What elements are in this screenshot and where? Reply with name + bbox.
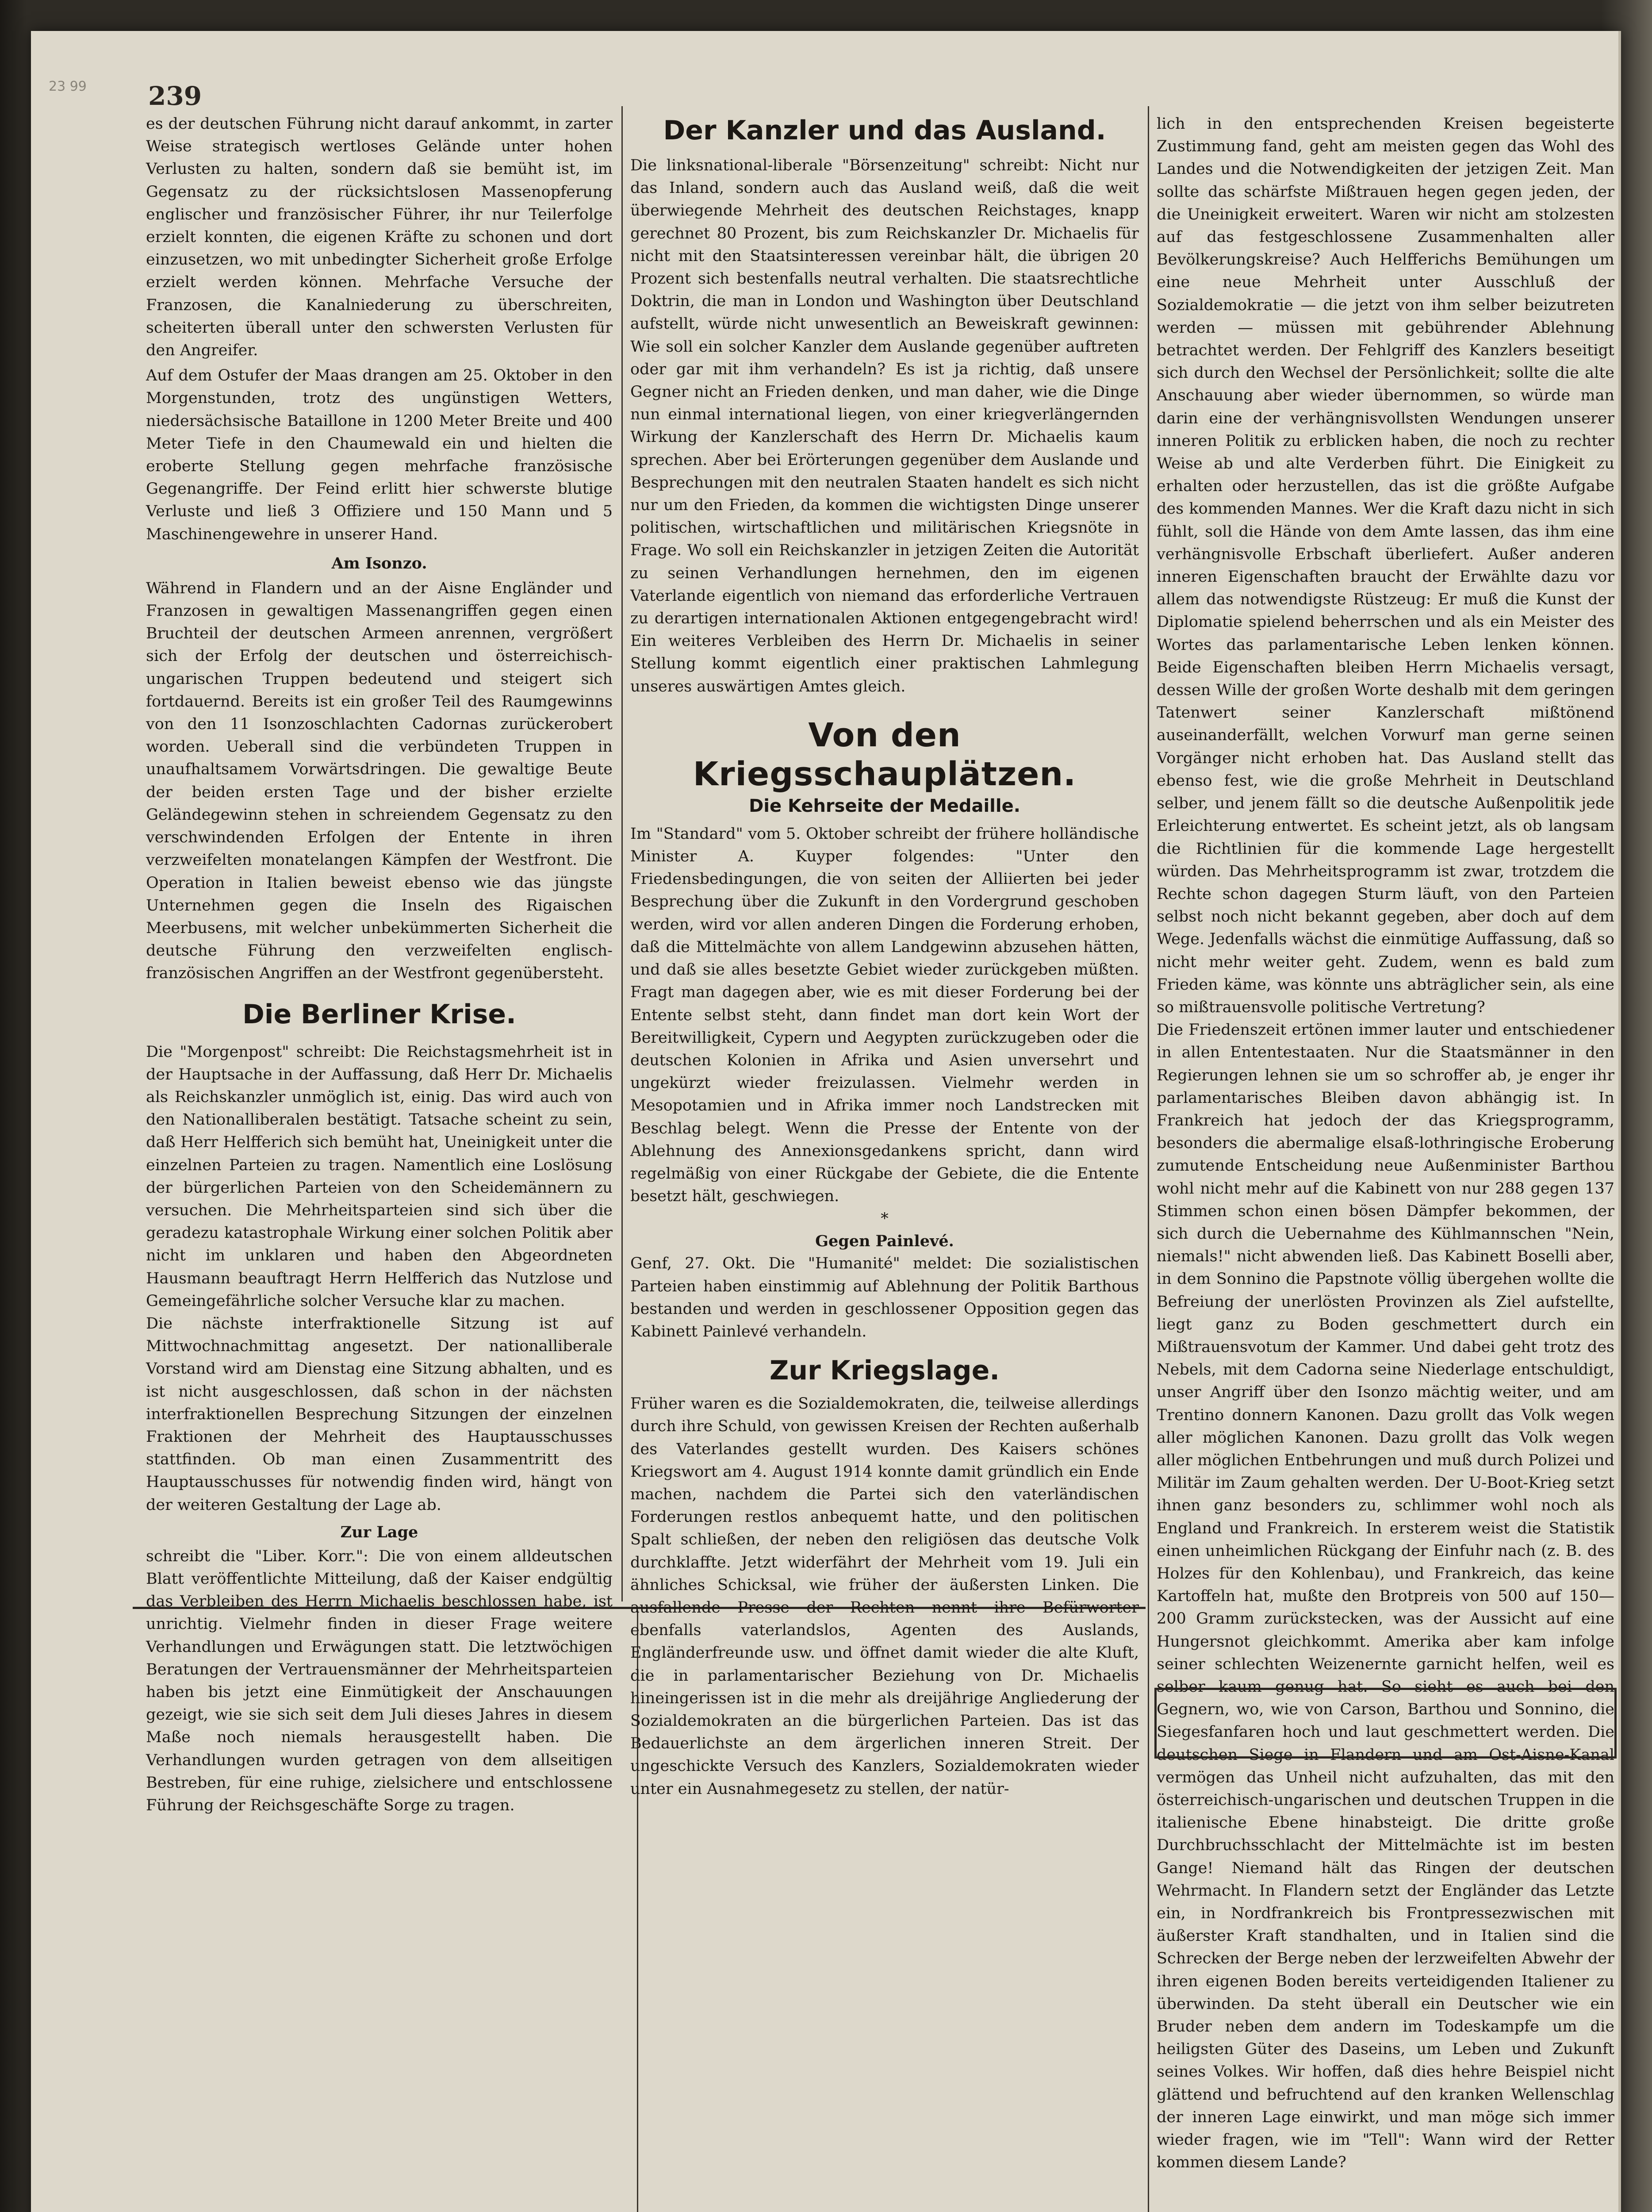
column-divider <box>1148 106 1149 2212</box>
section-heading: Gegen Painlevé. <box>815 1232 954 1251</box>
column-divider <box>621 106 623 1601</box>
article-text: Die nächste interfraktionelle Sitzung ist auf Mittwochnachmittag angesetzt. Der nationalliberale Vorstand wird am Dienstag eine Sitzung abhalten, und es ist nicht ausgeschlossen, daß schon in der nächsten interfraktionellen Besprechung Sitzungen der einzelnen Fraktionen der Mehrheit des Hauptausschusses stattfinden. Ob man einen Zusammentritt des Hauptausschusses für notwendig finden wird, hängt von der weiteren Gestaltung der Lage ab. <box>146 1314 613 1514</box>
article-subheadline: Die Kehrseite der Medaille. <box>749 795 1020 816</box>
article-text: Während in Flandern und an der Aisne Engländer und Franzosen in gewaltigen Massenangriffen gegen einen Bruchteil der deutschen Armeen anrennen, vergrößert sich der Erfolg der deutschen und österreichisch-ungarischen Truppen bedeutend und steigert sich fortdauernd. Bereits ist ein großer Teil des Raumgewinns von den 11 Isonzoschlachten Cadornas zurückerobert worden. Ueberall sind die verbündeten Truppen in unaufhaltsamem Vorwärtsdringen. Die gewaltige Beute der beiden ersten Tage und der bisher erzielte Geländegewinn stehen in schreiendem Gegensatz zu den verschwindenden Erfolgen der Entente in ihren verzweifelten monatelangen Kämpfen der Westfront. Die Operation in Italien beweist ebenso wie das jüngste Unternehmen gegen die Inseln des Rigaischen Meerbusens, mit welcher unbekümmerten Sicherheit die deutsche Führung den verzweifelten englisch-französischen Angriffen an der Westfront gegenübersteht. <box>146 579 613 983</box>
article-text: Auf dem Ostufer der Maas drangen am 25. Oktober in den Morgenstunden, trotz des ungünstigen Wetters, niedersächsische Bataillone in 1200 Meter Breite und 400 Meter Tiefe in den Chaumewald ein und hielten die eroberte Stellung gegen mehrfache französische Gegenangriffe. Der Feind erlitt hier schwerste blutige Verluste und ließ 3 Offiziere und 150 Mann und 5 Maschinengewehre in unserer Hand. <box>146 367 613 543</box>
article-text: Die linksnational-liberale "Börsenzeitung" schreibt: Nicht nur das Inland, sondern auch das Ausland weiß, daß die weit überwiegende Mehrheit des deutschen Reichstages, knapp gerechnet 80 Prozent, bis zum Reichskanzler Dr. Michaelis für nicht mit den Staatsinteressen vereinbar hält, die übrigen 20 Prozent sich bestenfalls neutral verhalten. Die staatsrechtliche Doktrin, die man in London und Washington über Deutschland aufstellt, würde nicht unwesentlich an Beweiskraft gewinnen: Wie soll ein solcher Kanzler dem Auslande gegenüber auftreten oder gar mit ihm verhandeln? Es ist ja richtig, daß unsere Gegner nicht an Frieden denken, und man daher, wie die Dinge nun einmal international liegen, von einer kriegverlängernden Wirkung der Kanzlerschaft des Herrn Dr. Michaelis kaum sprechen. Aber bei Erörterungen gegenüber dem Auslande und Besprechungen mit den neutralen Staaten handelt es sich nicht nur um den Frieden, da kommen die wichtigsten Dinge unserer politischen, wirtschaftlichen und militärischen Kriegsnöte in Frage. Wo soll ein Reichskanzler in jetzigen Zeiten die Autorität zu seinen Verhandlungen hernehmen, den im eigenen Vaterlande eigentlich von niemand das erforderliche Vertrauen zu derartigen internationalen Aktionen entgegengebracht wird! Ein weiteres Verbleiben des Herrn Dr. Michaelis in seiner Stellung kommt eigentlich einer praktischen Lahmlegung unseres auswärtigen Amtes gleich. <box>630 157 1139 695</box>
article-headline: Die Berliner Krise. <box>242 998 516 1030</box>
article-text: Die Friedenszeit ertönen immer lauter und entschiedener in allen Ententestaaten. Nur die Staatsmänner in den Regierungen lehnen sie um so schroffer ab, je enger ihr parlamentarisches Bleiben davon abhängig ist. In Frankreich hat jedoch der das Kriegsprogramm, besonders die abermalige elsaß-lothringische Eroberung zumutende Entscheidung neue Außenminister Barthou wohl nicht mehr auf die Kabinett von nur 288 gegen 137 Stimmen schon einen bösen Dämpfer bekommen, der sich durch die Uebernahme des Kühlmannschen "Nein, niemals!" nicht abwenden ließ. Das Kabinett Boselli aber, in dem Sonnino die Papstnote völlig übergehen wollte die Befreiung der unerlösten Provinzen als Ziel aufstellte, liegt ganz zu Boden geschmettert durch ein Mißtrauensvotum der Kammer. Und dabei geht trotz des Nebels, mit dem Cadorna seine Niederlage entschuldigt, unser Angriff über den Isonzo mächtig weiter, und am Trentino donnern Kanonen. Dazu grollt das Volk wegen aller möglichen Kanonen. Dazu grollt das Volk wegen aller möglichen Entbehrungen und muß durch Polizei und Militär im Zaum gehalten werden. Der U-Boot-Krieg setzt ihnen ganz besonders zu, schlimmer wohl noch als England und Frankreich. In ersterem weist die Statistik einen unheimlichen Rückgang der Einfuhr nach (z. B. des Holzes für den Kohlenbau), und Frankreich, das keine Kartoffeln hat, mußte den Brotpreis von 500 auf 150—200 Gramm zurückstecken, was der Aussicht auf eine Hungersnot gleichkommt. Amerika aber kam infolge seiner schlechten Weizenernte garnicht helfen, weil es selber kaum genug hat. So sieht es auch bei den Gegnern, wo, wie von Carson, Barthou und Sonnino, die Siegesfanfaren hoch und laut geschmettert werden. Die deutschen Siege in Flandern und am Ost-Aisne-Kanal vermögen das Unheil nicht aufzuhalten, das mit den österreichisch-ungarischen und deutschen Truppen in die italienische Ebene hinabsteigt. Die dritte große Durchbruchsschlacht der Mittelmächte ist im besten Gange! Niemand hält das Ringen der deutschen Wehrmacht. In Flandern setzt der Engländer das Letzte ein, in Nordfrankreich bis Frontpressezwischen mit äußerster Kraft standhalten, und in Italien sind die Schrecken der Berge neben der lerzweifelten Abwehr der ihren eigenen Boden bereits verteidigenden Italiener zu überwinden. Da steht überall ein Deutscher wie ein Bruder neben dem andern im Todeskampfe um die heiligsten Güter des Daseins, um Leben und Zukunft seines Volkes. Wir hoffen, daß dies hehre Beispiel nicht glättend und befruchtend auf den kranken Wellenschlag der inneren Lage einwirkt, und man möge sich immer wieder fragen, wie im "Tell": Wann wird der Retter kommen diesem Lande? <box>1157 1021 1614 2172</box>
library-stamp: 23 99 <box>49 79 87 94</box>
section-heading: Am Isonzo. <box>331 554 427 572</box>
page-number: 239 <box>148 81 202 111</box>
article-text: lich in den entsprechenden Kreisen begeisterte Zustimmung fand, geht am meisten gegen das Wohl des Landes und die Notwendigkeiten der jetzigen Zeit. Man sollte das schärfste Mißtrauen hegen gegen jeden, der die Uneinigkeit erweitert. Waren wir nicht am stolzesten auf das festgeschlossene Zusammenhalten aller Bevölkerungskreise? Auch Helfferichs Bemühungen um eine neue Mehrheit unter Ausschluß der Sozialdemokratie — die jetzt von ihm selber beizutreten werden — müssen mit gebührender Ablehnung betrachtet werden. Der Fehlgriff des Kanzlers beseitigt sich durch den Wechsel der Persönlichkeit; sollte die alte Anschauung aber wieder übernommen, so würde man darin eine der verhängnisvollsten Wendungen unserer inneren Politik zu erblicken haben, die noch zu rechter Weise ab und alte Verderben führt. Die Einigkeit zu erhalten oder herzustellen, das ist die größte Aufgabe des kommenden Mannes. Wer die Kraft dazu nicht in sich fühlt, soll die Hände von dem Amte lassen, das ihm eine verhängnisvolle Erbschaft überliefert. Außer anderen inneren Eigenschaften braucht der Erwählte dazu vor allem das notwendigste Rüstzeug: Er muß die Kunst der Diplomatie spielend beherrschen und als ein Meister des Wortes das parlamentarische Leben lenken können. Beide Eigenschaften bleiben Herrn Michaelis versagt, dessen Wille der großen Worte deshalb mit dem geringen Tatenwert seiner Kanzlerschaft mißtönend auseinanderfällt, welchen Vorwurf man gerne seinen Vorgänger nicht erhoben hat. Das Ausland stellt das ebenso fest, wie die große Mehrheit in Deutschland selber, und jenem fällt so die deutsche Außenpolitik jede Erleichterung entwertet. Es scheint jetzt, als ob langsam die Richtlinien für die kommende Lage hergestellt würden. Das Mehrheitsprogramm ist zwar, trotzdem die Rechte schon dagegen Sturm läuft, von den Parteien selbst noch nicht bekannt gegeben, aber doch auf dem Wege. Jedenfalls wächst die einmütige Auffassung, daß so nicht mehr weiter geht. Zudem, wenn es bald zum Frieden käme, was könnte uns abträglicher sein, als eine so mißtrauensvolle politische Vertretung? <box>1157 115 1614 1016</box>
column-2 <box>630 113 1139 1798</box>
article-text: Die "Morgenpost" schreibt: Die Reichstagsmehrheit ist in der Hauptsache in der Auffassung, daß Herr Dr. Michaelis als Reichskanzler unmöglich ist, einig. Das wird auch von den Nationalliberalen bestätigt. Tatsache scheint zu sein, daß Herr Helfferich sich bemüht hat, Uneinigkeit unter die einzelnen Parteien zu tragen. Namentlich eine Loslösung der bürgerlichen Parteien von den Scheidemännern zu versuchen. Die Mehrheitsparteien sind sich über die geradezu katastrophale Wirkung einer solchen Politik aber nicht im unklaren und haben den Abgeordneten Hausmann beauftragt Herrn Helfferich das Nutzlose und Gemeingefährliche solcher Versuche klar zu machen. <box>146 1043 613 1310</box>
feuilleton-column-2 <box>646 1613 1143 2212</box>
regional-section <box>1157 1694 1614 2212</box>
article-text: Im "Standard" vom 5. Oktober schreibt der frühere holländische Minister A. Kuyper folgendes: "Unter den Friedensbedingungen, die von seiten der Alliierten bei jeder Besprechung über die Zukunft in den Vordergrund geschoben werden, wird vor allen anderen Dingen die Forderung erhoben, daß die Mittelmächte von allem Landgewinn abzusehen hätten, und daß sie alles besetzte Gebiet wieder zurückgeben müßten. Fragt man dagegen aber, wie es mit dieser Forderung bei der Entente selbst steht, dann findet man dort kein Wort der Bereitwilligkeit, Cypern und Aegypten zurückzugeben oder die deutschen Kolonien in Afrika und Asien unversehrt und ungekürzt wieder freizulassen. Vielmehr werden in Mesopotamien und in Afrika immer noch Landstrecken mit Beschlag belegt. Wenn die Presse der Entente von der Ablehnung des Annexionsgedankens spricht, dann wird regelmäßig von einer Rückgabe der Gebiete, die die Entente besetzt hält, geschwiegen. <box>630 825 1139 1206</box>
article-text: es der deutschen Führung nicht darauf ankommt, in zarter Weise strategisch wertloses Gelände unter hohen Verlusten zu halten, sondern daß sie bemüht ist, im Gegensatz zu der rücksichtslosen Massenopferung englischer und französischer Führer, ihr nur Teilerfolge erzielt konnten, die eigenen Kräfte zu schonen und dort einzusetzen, wo mit unbedingter Sicherheit große Erfolge erzielt werden können. Mehrfache Versuche der Franzosen, die Kanalniederung zu überschreiten, scheiterten überall unter den schwersten Verlusten für den Angreifer. <box>146 115 613 360</box>
article-headline: Der Kanzler und das Ausland. <box>663 115 1106 146</box>
separator-star: * <box>881 1210 889 1228</box>
article-headline: Zur Kriegslage. <box>769 1355 1000 1386</box>
article-text: Genf, 27. Okt. Die "Humanité" meldet: Die sozialistischen Parteien haben einstimmig auf Ablehnung der Politik Barthous bestanden und werden in geschlossener Opposition gegen das Kabinett Painlevé verhandeln. <box>630 1255 1139 1340</box>
feuilleton-column-1 <box>146 1619 628 2212</box>
article-headline: Von den Kriegsschauplätzen. <box>693 716 1077 793</box>
article-text: schreibt die "Liber. Korr.": Die von einem alldeutschen Blatt veröffentlichte Mitteilung, daß der Kaiser endgültig das Verbleiben des Herrn Michaelis beschlossen habe, ist unrichtig. Vielmehr finden in dieser Frage weitere Verhandlungen und Erwägungen statt. Die letztwöchigen Beratungen der Vertrauensmänner der Mehrheitsparteien haben bis jetzt eine Einmütigkeit der Anschauungen gezeigt, wie sie sich seit dem Juli dieses Jahres in diesem Maße noch niemals herausgestellt haben. Die Verhandlungen wurden getragen von dem allseitigen Bestreben, für eine ruhige, zielsichere und entschlossene Führung der Reichsgeschäfte Sorge zu tragen. <box>146 1547 613 1815</box>
section-heading: Zur Lage <box>340 1523 418 1541</box>
column-3 <box>1157 113 1614 2172</box>
article-text: Früher waren es die Sozialdemokraten, die, teilweise allerdings durch ihre Schuld, von gewissen Kreisen der Rechten außerhalb des Vaterlandes gestellt wurden. Des Kaisers schönes Kriegswort am 4. August 1914 konnte damit gründlich ein Ende machen, nachdem die Partei sich den vaterländischen Forderungen restlos anbequemt hatte, und den politischen Spalt schließen, der neben den religiösen das deutsche Volk durchklaffte. Jetzt widerfährt der Mehrheit vom 19. Juli ein ähnliches Schicksal, wie früher der äußersten Linken. Die ausfallende Presse der Rechten nennt ihre Befürworter ebenfalls vaterlandslos, Agenten des Auslands, Engländerfreunde usw. und öffnet damit wieder die alte Kluft, die in parlamentarischer Beziehung von Dr. Michaelis hineingerissen ist in die mehr als dreijährige Angliederung der Sozialdemokraten an die bürgerlichen Parteien. Das ist das Bedauerlichste an dem ärgerlichen inneren Streit. Der ungeschickte Versuch des Kanzlers, Sozialdemokraten wieder unter ein Ausnahmegesetz zu stellen, der natür- <box>630 1395 1139 1798</box>
column-1 <box>146 113 613 1815</box>
